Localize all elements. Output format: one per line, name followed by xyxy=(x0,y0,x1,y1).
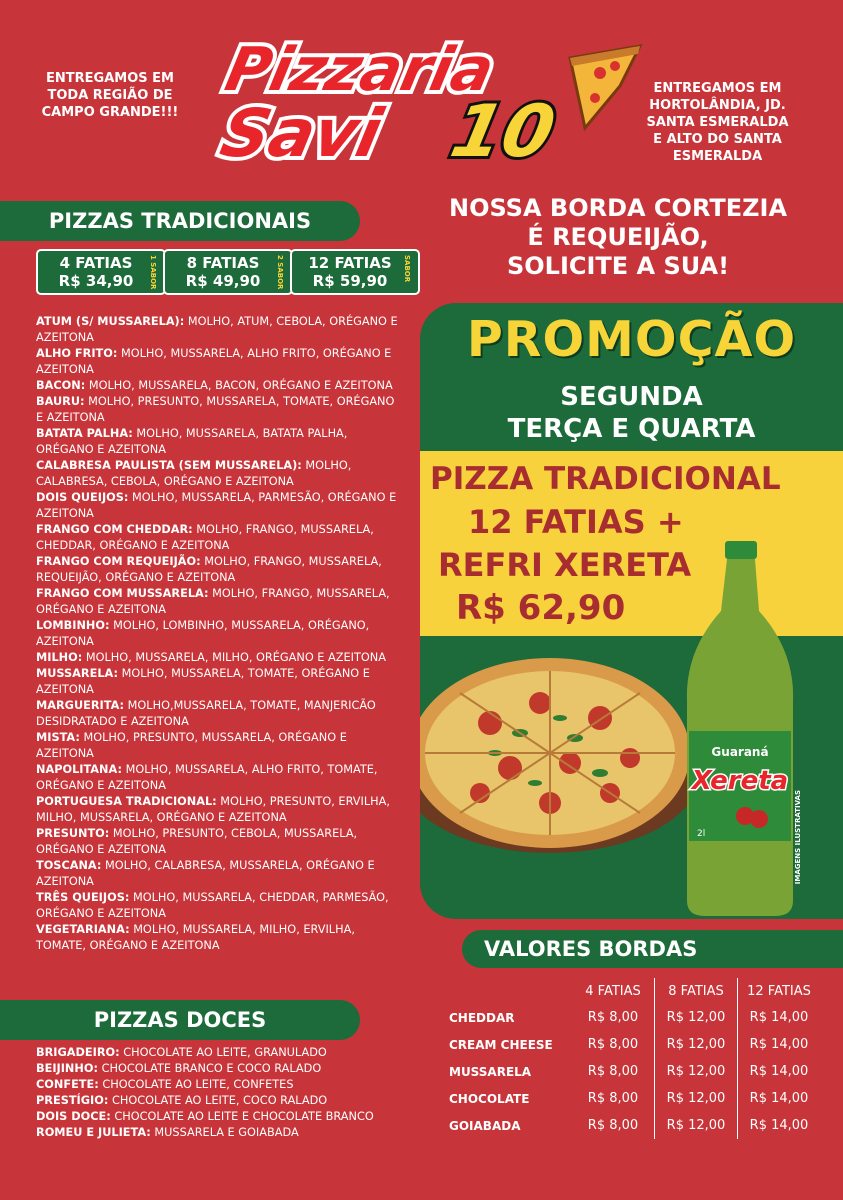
list-item-desc: MOLHO, FRANGO, MUSSARELA, ORÉGANO E AZEITONA xyxy=(36,587,390,616)
list-item-desc: MOLHO, MUSSARELA, PARMESÃO, ORÉGANO E AZEITONA xyxy=(36,491,397,520)
promo-offer-line2: 12 FATIAS + xyxy=(468,503,684,541)
images-illustrative-note: IMAGENS ILUSTRATIVAS xyxy=(794,790,802,885)
borda-msg-line2: É REQUEIJÃO, xyxy=(527,223,709,251)
promo-days xyxy=(420,381,843,445)
tradicionais-title-text: PIZZAS TRADICIONAIS xyxy=(48,209,312,233)
delivery-note-right: ENTREGAMOS EM HORTOLÂNDIA, JD. SANTA ESMERALDA E ALTO DO SANTA ESMERALDA xyxy=(646,81,789,164)
list-item-name: FRANGO COM REQUEIJÃO: xyxy=(36,555,201,568)
list-item-name: BEIJINHO: xyxy=(36,1062,98,1075)
list-item-name: NAPOLITANA: xyxy=(36,763,122,776)
list-item-name: PORTUGUESA TRADICIONAL: xyxy=(36,795,217,808)
borda-flavor: CHEDDAR xyxy=(449,1010,515,1025)
list-item-name: BAURU: xyxy=(36,395,85,408)
list-item-desc: MOLHO, MUSSARELA, BACON, ORÉGANO E AZEITONA xyxy=(88,379,393,392)
borda-price: R$ 14,00 xyxy=(749,1064,809,1079)
list-item-desc: MOLHO, MUSSARELA, ALHO FRITO, TOMATE, ORÉGANO E AZEITONA xyxy=(36,763,378,792)
doces-list xyxy=(36,1045,426,1141)
list-item-name: ALHO FRITO: xyxy=(36,347,118,360)
list-item-desc: MOLHO, PRESUNTO, CEBOLA, MUSSARELA, ORÉGANO E AZEITONA xyxy=(36,827,358,856)
borda-msg-line1: NOSSA BORDA CORTEZIA xyxy=(448,194,788,222)
list-item-name: VEGETARIANA: xyxy=(36,923,130,936)
list-item xyxy=(36,730,401,762)
list-item xyxy=(36,858,401,890)
size-chip-12 xyxy=(290,249,420,295)
list-item-name: PRESUNTO: xyxy=(36,827,110,840)
size-chip-slices: 12 FATIAS xyxy=(308,254,392,272)
borda-price: R$ 14,00 xyxy=(749,1010,809,1025)
pizza-slice-icon xyxy=(570,46,640,128)
list-item-name: BRIGADEIRO: xyxy=(36,1046,120,1059)
borda-price: R$ 14,00 xyxy=(749,1037,809,1052)
list-item-desc: CHOCOLATE BRANCO E COCO RALADO xyxy=(101,1062,322,1075)
list-item xyxy=(36,1125,426,1141)
table-row xyxy=(448,1058,820,1085)
logo-number: 10 xyxy=(444,89,563,174)
borda-price: R$ 12,00 xyxy=(655,1112,738,1139)
table-header-row xyxy=(448,978,820,1004)
size-chip-sabor: 1 SABOR xyxy=(149,255,157,290)
list-item xyxy=(36,666,401,698)
tradicionais-list xyxy=(36,314,401,954)
list-item xyxy=(36,890,401,922)
size-chip-slices: 4 FATIAS xyxy=(59,254,133,272)
list-item-name: DOIS QUEIJOS: xyxy=(36,491,129,504)
table-header-8: 8 FATIAS xyxy=(655,978,738,1004)
bottle-brand: Guaraná xyxy=(711,745,769,759)
promo-offer-line1: PIZZA TRADICIONAL xyxy=(430,461,781,497)
logo-line1: Pizzaria xyxy=(219,35,500,105)
list-item-desc: CHOCOLATE AO LEITE, CONFETES xyxy=(102,1078,294,1091)
list-item xyxy=(36,826,401,858)
list-item xyxy=(36,1093,426,1109)
borda-price: R$ 14,00 xyxy=(749,1091,809,1106)
list-item-name: ROMEU E JULIETA: xyxy=(36,1126,151,1139)
list-item-desc: MOLHO, FRANGO, MUSSARELA, CHEDDAR, ORÉGANO E AZEITONA xyxy=(36,523,374,552)
borda-price: R$ 14,00 xyxy=(749,1118,809,1133)
list-item-desc: MOLHO, MUSSARELA, BATATA PALHA, ORÉGANO E AZEITONA xyxy=(36,427,348,456)
list-item-name: BATATA PALHA: xyxy=(36,427,133,440)
list-item-desc: MOLHO, MUSSARELA, CHEDDAR, PARMESÃO, ORÉGANO E AZEITONA xyxy=(36,891,389,920)
list-item-desc: MOLHO, MUSSARELA, ALHO FRITO, ORÉGANO E AZEITONA xyxy=(36,347,392,376)
list-item-desc: CHOCOLATE AO LEITE E CHOCOLATE BRANCO xyxy=(114,1110,374,1123)
list-item-name: CALABRESA PAULISTA (SEM MUSSARELA): xyxy=(36,459,302,472)
list-item-desc: CHOCOLATE AO LEITE, GRANULADO xyxy=(123,1046,327,1059)
list-item xyxy=(36,554,401,586)
borda-flavor: GOIABADA xyxy=(449,1118,521,1133)
soda-bottle-image xyxy=(675,541,805,919)
size-chip-4 xyxy=(36,249,166,295)
list-item-desc: MOLHO, ATUM, CEBOLA, ORÉGANO E AZEITONA xyxy=(36,315,398,344)
promo-offer-line3: REFRI XERETA xyxy=(438,546,692,584)
list-item-name: LOMBINHO: xyxy=(36,619,110,632)
borda-price: R$ 12,00 xyxy=(655,1004,738,1031)
pizza-image xyxy=(420,643,700,863)
list-item xyxy=(36,794,401,826)
promo-day1: SEGUNDA xyxy=(560,382,703,412)
list-item-desc: MOLHO, FRANGO, MUSSARELA, REQUEIJÃO, ORÉGANO E AZEITONA xyxy=(36,555,382,584)
list-item-desc: MOLHO, PRESUNTO, ERVILHA, MILHO, MUSSARELA, ORÉGANO E AZEITONA xyxy=(36,795,390,824)
borda-price: R$ 8,00 xyxy=(572,1058,655,1085)
list-item xyxy=(36,762,401,794)
size-chip-price: R$ 59,90 xyxy=(312,272,388,290)
borda-flavor: CREAM CHEESE xyxy=(449,1037,553,1052)
borda-price: R$ 8,00 xyxy=(572,1085,655,1112)
list-item-desc: MOLHO, CALABRESA, MUSSARELA, ORÉGANO E AZEITONA xyxy=(36,859,375,888)
section-title-tradicionais xyxy=(0,201,360,241)
list-item-desc: MOLHO, MUSSARELA, TOMATE, ORÉGANO E AZEITONA xyxy=(36,667,370,696)
list-item-name: MILHO: xyxy=(36,651,83,664)
list-item-name: TOSCANA: xyxy=(36,859,102,872)
list-item-name: BACON: xyxy=(36,379,86,392)
list-item xyxy=(36,1109,426,1125)
list-item-desc: MOLHO, CALABRESA, CEBOLA, ORÉGANO E AZEITONA xyxy=(36,459,352,488)
list-item-desc: MOLHO, LOMBINHO, MUSSARELA, ORÉGANO, AZEITONA xyxy=(36,619,370,648)
list-item xyxy=(36,522,401,554)
pizzaria-logo xyxy=(200,28,650,178)
borda-flavor: CHOCOLATE xyxy=(449,1091,530,1106)
table-header-4: 4 FATIAS xyxy=(572,978,655,1004)
list-item-desc: MOLHO,MUSSARELA, TOMATE, MANJERICÃO DESIDRATADO E AZEITONA xyxy=(36,699,376,728)
list-item xyxy=(36,314,401,346)
doces-title-text: PIZZAS DOCES xyxy=(93,1008,267,1032)
size-chip-sabor: SABOR xyxy=(403,255,411,283)
promo-price: R$ 62,90 xyxy=(456,588,626,628)
list-item-name: DOIS DOCE: xyxy=(36,1110,111,1123)
list-item-name: CONFETE: xyxy=(36,1078,99,1091)
borda-price: R$ 12,00 xyxy=(655,1058,738,1085)
list-item-name: TRÊS QUEIJOS: xyxy=(36,891,130,904)
borda-price: R$ 12,00 xyxy=(655,1085,738,1112)
borda-price: R$ 12,00 xyxy=(655,1031,738,1058)
list-item xyxy=(36,1061,426,1077)
list-item-desc: MOLHO, MUSSARELA, MILHO, ORÉGANO E AZEITONA xyxy=(85,651,386,664)
bordas-price-table xyxy=(448,978,820,1139)
list-item xyxy=(36,618,401,650)
section-title-bordas xyxy=(462,930,843,968)
list-item-name: MARGUERITA: xyxy=(36,699,125,712)
borda-price: R$ 8,00 xyxy=(572,1031,655,1058)
bordas-title-text: VALORES BORDAS xyxy=(484,937,698,961)
list-item xyxy=(36,922,401,954)
list-item xyxy=(36,698,401,730)
list-item-desc: MOLHO, MUSSARELA, MILHO, ERVILHA, TOMATE, ORÉGANO E AZEITONA xyxy=(36,923,355,952)
list-item xyxy=(36,490,401,522)
table-row xyxy=(448,1004,820,1031)
borda-price: R$ 8,00 xyxy=(572,1004,655,1031)
table-row xyxy=(448,1085,820,1112)
list-item xyxy=(36,394,401,426)
list-item-name: PRESTÍGIO: xyxy=(36,1094,109,1107)
borda-msg-line3: SOLICITE A SUA! xyxy=(506,252,730,280)
table-header-blank xyxy=(448,978,572,1004)
size-chip-sabor: 2 SABOR xyxy=(276,255,284,290)
list-item-desc: MOLHO, PRESUNTO, MUSSARELA, TOMATE, ORÉGANO E AZEITONA xyxy=(36,395,395,424)
list-item-desc: CHOCOLATE AO LEITE, COCO RALADO xyxy=(111,1094,328,1107)
list-item-name: MISTA: xyxy=(36,731,80,744)
table-row xyxy=(448,1031,820,1058)
table-row xyxy=(448,1112,820,1139)
list-item-desc: MUSSARELA E GOIABADA xyxy=(154,1126,299,1139)
size-chip-price: R$ 49,90 xyxy=(185,272,261,290)
list-item xyxy=(36,1045,426,1061)
list-item-name: FRANGO COM CHEDDAR: xyxy=(36,523,193,536)
list-item xyxy=(36,458,401,490)
promo-panel xyxy=(420,303,843,919)
size-chip-slices: 8 FATIAS xyxy=(186,254,260,272)
promo-day2: TERÇA E QUARTA xyxy=(507,414,756,444)
list-item xyxy=(36,346,401,378)
bottle-name: Xereta xyxy=(691,766,789,796)
bottle-size: 2l xyxy=(697,829,706,839)
list-item-desc: MOLHO, PRESUNTO, MUSSARELA, ORÉGANO E AZEITONA xyxy=(36,731,347,760)
list-item-name: MUSSARELA: xyxy=(36,667,119,680)
list-item-name: ATUM (S/ MUSSARELA): xyxy=(36,315,185,328)
borda-flavor: MUSSARELA xyxy=(449,1064,532,1079)
logo-line2: Savi xyxy=(214,94,389,172)
delivery-note-left: ENTREGAMOS EM TODA REGIÃO DE CAMPO GRANDE!!! xyxy=(41,71,179,120)
promo-title: PROMOÇÃO xyxy=(466,311,797,368)
table-header-12: 12 FATIAS xyxy=(747,983,811,999)
size-chip-price: R$ 34,90 xyxy=(58,272,134,290)
section-title-doces xyxy=(0,1000,360,1040)
borda-cortesia-message xyxy=(418,194,818,281)
borda-price: R$ 8,00 xyxy=(572,1112,655,1139)
list-item xyxy=(36,650,401,666)
size-chip-8 xyxy=(163,249,293,295)
list-item xyxy=(36,378,401,394)
list-item xyxy=(36,1077,426,1093)
list-item-name: FRANGO COM MUSSARELA: xyxy=(36,587,209,600)
list-item xyxy=(36,586,401,618)
list-item xyxy=(36,426,401,458)
